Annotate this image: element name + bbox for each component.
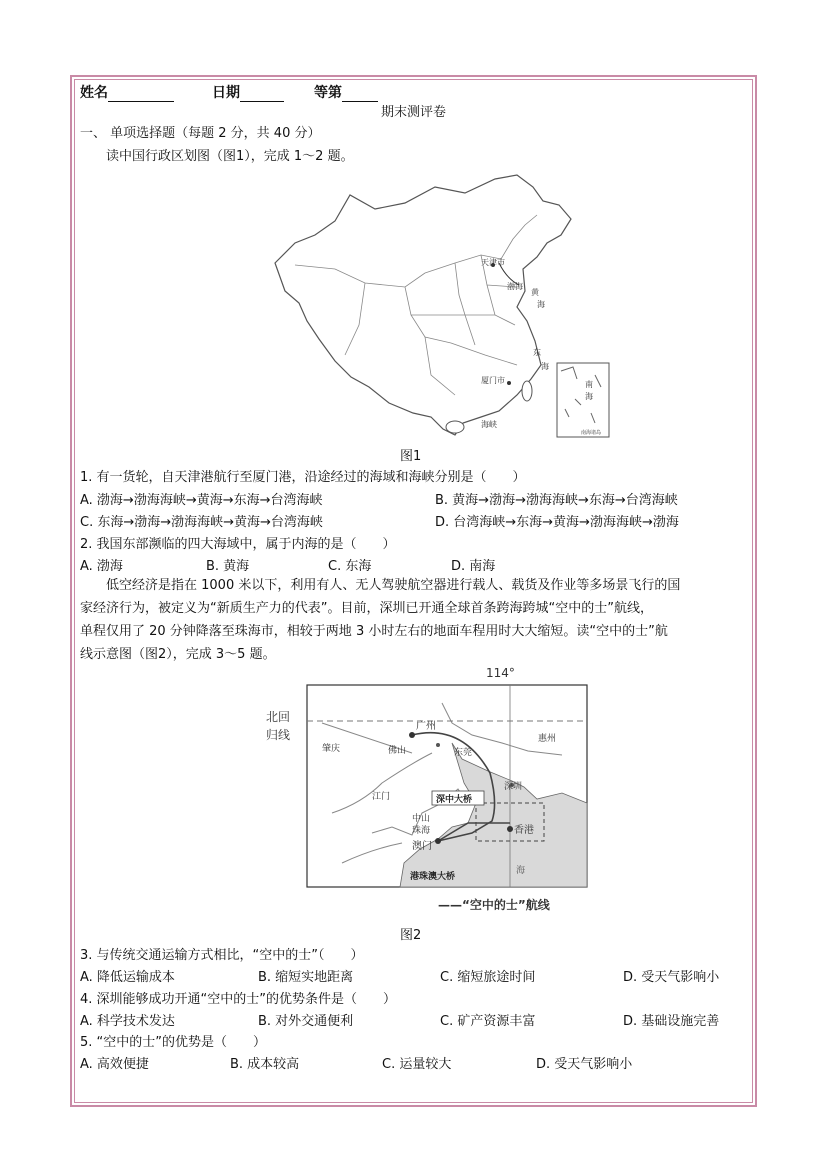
name-label: 姓名: [80, 85, 108, 101]
label-huanghai-1: 黄: [531, 288, 539, 297]
label-huanghai-2: 海: [537, 300, 545, 309]
label-shenzhen: 深圳: [504, 782, 523, 792]
q2-stem: 2. 我国东部濒临的四大海域中，属于内海的是（ ）: [80, 537, 396, 552]
q2-option-c[interactable]: C. 东海: [328, 559, 372, 574]
label-donghai-2: 海: [541, 362, 549, 371]
dongguan-dot: [436, 743, 440, 747]
q5-option-d[interactable]: D. 受天气影响小: [536, 1057, 633, 1072]
label-nanhai-zhudao: 南海诸岛: [581, 430, 602, 436]
q5-option-b[interactable]: B. 成本较高: [230, 1057, 300, 1072]
xiamen-dot: [507, 381, 511, 385]
aomen-dot: [435, 838, 441, 844]
label-tropic-2: 归线: [266, 728, 291, 742]
label-gangzhuao-bridge: 港珠澳大桥: [410, 872, 456, 882]
guangzhou-dot: [409, 732, 415, 738]
passage-line-1: 低空经济是指在 1000 米以下，利用有人、无人驾驶航空器进行载人、载货及作业等多场景飞行的国: [80, 578, 681, 593]
china-map-figure: [255, 165, 613, 441]
section-heading: 一、 单项选择题（每题 2 分，共 40 分）: [80, 126, 321, 141]
label-donghai-1: 东: [533, 348, 541, 357]
q1-option-d[interactable]: D. 台湾海峡→东海→黄海→渤海海峡→渤海: [435, 515, 679, 530]
label-bohai: 渤海: [507, 282, 523, 291]
label-zhuhai: 珠海: [412, 826, 431, 836]
passage-line-4: 线示意图（图2），完成 3～5 题。: [80, 647, 276, 662]
label-foshan: 佛山: [388, 746, 407, 756]
date-label: 日期: [212, 85, 240, 101]
q5-option-c[interactable]: C. 运量较大: [382, 1057, 452, 1072]
label-xiamen: 厦门市: [481, 376, 505, 385]
name-blank[interactable]: [108, 87, 174, 102]
label-shenzhong-bridge: 深中大桥: [436, 795, 473, 805]
label-dongguan: 东莞: [454, 748, 473, 758]
q3-option-a[interactable]: A. 降低运输成本: [80, 970, 175, 985]
legend-route: ——“空中的士”航线: [438, 898, 550, 912]
q2-option-b[interactable]: B. 黄海: [206, 559, 250, 574]
label-huizhou: 惠州: [538, 734, 557, 744]
label-nanhai-2: 海: [585, 392, 593, 401]
date-field[interactable]: [212, 82, 284, 102]
south-china-sea-inset: [557, 363, 609, 437]
q1-stem: 1. 有一货轮，自天津港航行至厦门港，沿途经过的海域和海峡分别是（ ）: [80, 470, 526, 485]
q2-option-a[interactable]: A. 渤海: [80, 559, 123, 574]
passage-line-2: 家经济行为，被定义为“新质生产力的代表”。目前，深圳已开通全球首条跨海跨城“空中的士”航线，: [80, 601, 653, 616]
page-title: 期末测评卷: [380, 105, 446, 120]
q3-option-b[interactable]: B. 缩短实地距离: [258, 970, 354, 985]
figure1-caption: 图1: [400, 449, 422, 464]
section-intro: 读中国行政区划图（图1），完成 1～2 题。: [106, 149, 354, 164]
date-blank[interactable]: [240, 87, 284, 102]
q3-option-c[interactable]: C. 缩短旅途时间: [440, 970, 536, 985]
name-field[interactable]: [80, 82, 174, 102]
q1-option-b[interactable]: B. 黄海→渤海→渤海海峡→东海→台湾海峡: [435, 493, 678, 508]
label-tropic-1: 北回: [266, 710, 291, 724]
xianggang-dot: [507, 826, 513, 832]
q4-option-b[interactable]: B. 对外交通便利: [258, 1014, 354, 1029]
label-hai: 海: [516, 866, 526, 876]
label-haixia: 海峡: [481, 420, 497, 429]
label-zhongshan: 中山: [412, 814, 431, 824]
label-nanhai-1: 南: [585, 380, 593, 389]
q4-option-d[interactable]: D. 基础设施完善: [623, 1014, 720, 1029]
q5-stem: 5. “空中的士”的优势是（ ）: [80, 1035, 267, 1050]
passage: [80, 574, 748, 666]
q1-option-c[interactable]: C. 东海→渤海→渤海海峡→黄海→台湾海峡: [80, 515, 323, 530]
q1-option-a[interactable]: A. 渤海→渤海海峡→黄海→东海→台湾海峡: [80, 493, 323, 508]
grade-label: 等第: [314, 85, 342, 101]
air-taxi-route-map: [262, 663, 592, 915]
q3-stem: 3. 与传统交通运输方式相比，“空中的士”（ ）: [80, 948, 364, 963]
label-tianjin: 天津市: [481, 258, 505, 267]
label-aomen: 澳门: [412, 841, 432, 852]
q2-option-d[interactable]: D. 南海: [451, 559, 496, 574]
label-xianggang: 香港: [514, 825, 534, 836]
hainan-island: [446, 421, 464, 433]
q3-option-d[interactable]: D. 受天气影响小: [623, 970, 720, 985]
label-longitude: 114°: [486, 666, 515, 680]
label-zhaoqing: 肇庆: [322, 744, 341, 754]
label-guangzhou: 广州: [416, 721, 436, 732]
grade-field[interactable]: [314, 82, 378, 102]
figure2-caption: 图2: [400, 928, 422, 943]
q5-option-a[interactable]: A. 高效便捷: [80, 1057, 149, 1072]
passage-line-3: 单程仅用了 20 分钟降落至珠海市，相较于两地 3 小时左右的地面车程用时大大缩短。读“空中的士”航: [80, 624, 668, 639]
q4-option-a[interactable]: A. 科学技术发达: [80, 1014, 175, 1029]
q4-option-c[interactable]: C. 矿产资源丰富: [440, 1014, 536, 1029]
grade-blank[interactable]: [342, 87, 378, 102]
q4-stem: 4. 深圳能够成功开通“空中的士”的优势条件是（ ）: [80, 992, 397, 1007]
taiwan-island: [522, 381, 532, 401]
label-jiangmen: 江门: [372, 792, 391, 802]
